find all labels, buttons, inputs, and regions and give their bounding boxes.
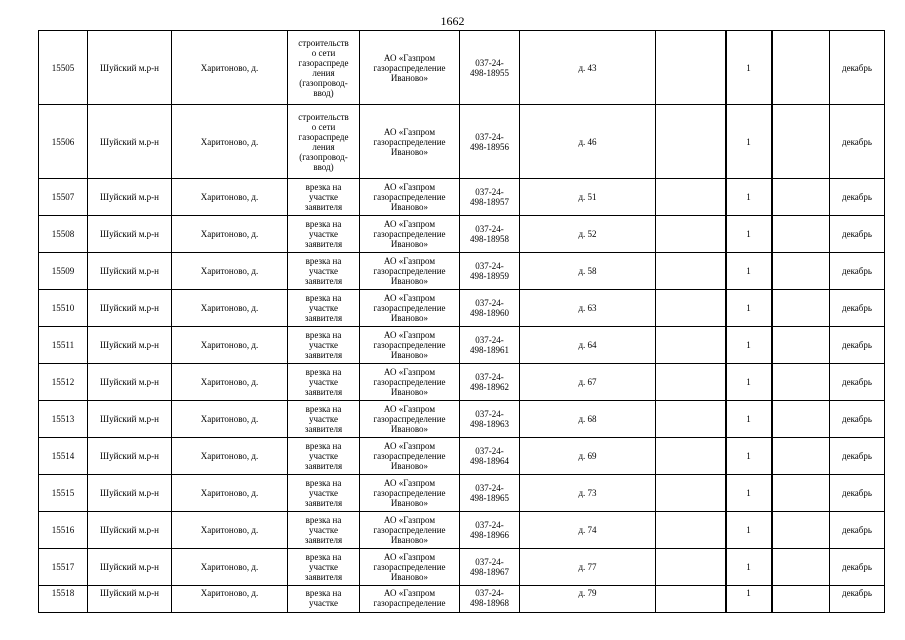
district-cell: Шуйский м.р-н [88, 216, 172, 253]
connection-method-cell [288, 512, 360, 549]
cell-line: 037-24- [475, 557, 504, 567]
locality-cell: Харитоново, д. [172, 31, 288, 105]
table-row [39, 512, 885, 549]
organization-cell [360, 364, 460, 401]
table-row [39, 216, 885, 253]
cell-line: Иваново» [390, 239, 429, 249]
district-cell: Шуйский м.р-н [88, 586, 172, 613]
organization-cell [360, 401, 460, 438]
cell-line: газораспределение [373, 303, 446, 313]
cell-line: 037-24- [475, 298, 504, 308]
cell-line: участке [308, 525, 339, 535]
cell-line: заявителя [304, 424, 343, 434]
connection-method-cell [288, 31, 360, 105]
table-row [39, 327, 885, 364]
application-code-cell [460, 327, 520, 364]
connection-method-cell [288, 364, 360, 401]
cell-line: Иваново» [390, 498, 429, 508]
cell-line: заявителя [304, 239, 343, 249]
connection-method-cell [288, 401, 360, 438]
month-cell: декабрь [830, 290, 885, 327]
district-cell: Шуйский м.р-н [88, 512, 172, 549]
row-number-cell: 15512 [39, 364, 88, 401]
cell-line: строительств [298, 37, 349, 48]
cell-line: 498-18964 [470, 456, 509, 466]
table-row [39, 475, 885, 512]
cell-line: участке [308, 266, 339, 276]
table-row [39, 586, 885, 613]
house-number-cell: д. 69 [520, 438, 656, 475]
cell-line: врезка на [305, 478, 342, 488]
cell-line: газораспределение [373, 377, 446, 387]
cell-line: АО «Газпром [383, 552, 436, 562]
district-cell: Шуйский м.р-н [88, 364, 172, 401]
cell-line: заявителя [304, 276, 343, 286]
table-row [39, 549, 885, 586]
locality-cell: Харитоново, д. [172, 364, 288, 401]
cell-line: АО «Газпром [383, 515, 436, 525]
locality-cell: Харитоново, д. [172, 401, 288, 438]
house-number-cell: д. 68 [520, 401, 656, 438]
quantity-cell: 1 [726, 290, 772, 327]
locality-cell: Харитоново, д. [172, 549, 288, 586]
cell-line: Иваново» [390, 424, 429, 434]
cell-line: участке [308, 303, 339, 313]
empty-cell [656, 586, 726, 613]
table-row [39, 290, 885, 327]
table-row [39, 438, 885, 475]
connection-method-cell [288, 327, 360, 364]
empty-cell [656, 475, 726, 512]
house-number-cell: д. 63 [520, 290, 656, 327]
quantity-cell: 1 [726, 31, 772, 105]
cell-line: газораспределение [373, 62, 446, 73]
empty-cell [656, 216, 726, 253]
cell-line: 498-18959 [470, 271, 509, 281]
cell-line: участке [308, 488, 339, 498]
cell-line: врезка на [305, 441, 342, 451]
cell-line: 037-24- [475, 187, 504, 197]
organization-cell [360, 179, 460, 216]
row-number-cell: 15511 [39, 327, 88, 364]
cell-line: врезка на [305, 552, 342, 562]
cell-line: Иваново» [390, 535, 429, 545]
empty-cell [656, 364, 726, 401]
empty-cell [656, 512, 726, 549]
cell-line: АО «Газпром [383, 256, 436, 266]
cell-line: АО «Газпром [383, 404, 436, 414]
cell-line: 498-18956 [470, 141, 509, 152]
cell-line: 037-24- [475, 588, 504, 598]
cell-line: Иваново» [390, 387, 429, 397]
cell-line: АО «Газпром [383, 182, 436, 192]
cell-line: участке [308, 451, 339, 461]
cell-line: врезка на [305, 256, 342, 266]
quantity-cell: 1 [726, 364, 772, 401]
empty-cell [772, 327, 830, 364]
cell-line: врезка на [305, 219, 342, 229]
cell-line: АО «Газпром [383, 52, 436, 63]
organization-cell [360, 549, 460, 586]
cell-line: заявителя [304, 350, 343, 360]
table-row [39, 253, 885, 290]
table-row [39, 364, 885, 401]
month-cell: декабрь [830, 549, 885, 586]
district-cell: Шуйский м.р-н [88, 475, 172, 512]
house-number-cell: д. 74 [520, 512, 656, 549]
quantity-cell: 1 [726, 512, 772, 549]
locality-cell: Харитоново, д. [172, 512, 288, 549]
empty-cell [772, 105, 830, 179]
cell-line: ввод) [313, 87, 334, 98]
quantity-cell: 1 [726, 586, 772, 613]
empty-cell [772, 290, 830, 327]
cell-line: врезка на [305, 293, 342, 303]
application-code-cell [460, 364, 520, 401]
cell-line: 037-24- [475, 57, 504, 68]
table-row [39, 105, 885, 179]
month-cell: декабрь [830, 475, 885, 512]
cell-line: газораспределение [373, 488, 446, 498]
cell-line: Иваново» [390, 350, 429, 360]
district-cell: Шуйский м.р-н [88, 401, 172, 438]
house-number-cell: д. 79 [520, 586, 656, 613]
connection-method-cell [288, 586, 360, 613]
cell-line: 498-18960 [470, 308, 509, 318]
district-cell: Шуйский м.р-н [88, 105, 172, 179]
application-code-cell [460, 105, 520, 179]
cell-line: АО «Газпром [383, 219, 436, 229]
quantity-cell: 1 [726, 253, 772, 290]
cell-line: врезка на [305, 330, 342, 340]
cell-line: 037-24- [475, 446, 504, 456]
locality-cell: Харитоново, д. [172, 327, 288, 364]
row-number-cell: 15506 [39, 105, 88, 179]
empty-cell [656, 105, 726, 179]
row-number-cell: 15517 [39, 549, 88, 586]
empty-cell [772, 31, 830, 105]
table-row [39, 31, 885, 105]
application-code-cell [460, 586, 520, 613]
empty-cell [772, 179, 830, 216]
organization-cell [360, 105, 460, 179]
locality-cell: Харитоново, д. [172, 290, 288, 327]
cell-line: о сети [311, 47, 336, 58]
organization-cell [360, 512, 460, 549]
cell-line: 498-18962 [470, 382, 509, 392]
cell-line: заявителя [304, 498, 343, 508]
cell-line: участке [308, 340, 339, 350]
connection-method-cell [288, 475, 360, 512]
row-number-cell: 15507 [39, 179, 88, 216]
empty-cell [772, 549, 830, 586]
month-cell: декабрь [830, 327, 885, 364]
month-cell: декабрь [830, 253, 885, 290]
month-cell: декабрь [830, 438, 885, 475]
cell-line: 037-24- [475, 335, 504, 345]
locality-cell: Харитоново, д. [172, 475, 288, 512]
quantity-cell: 1 [726, 401, 772, 438]
month-cell: декабрь [830, 364, 885, 401]
cell-line: 037-24- [475, 520, 504, 530]
connection-method-cell [288, 179, 360, 216]
cell-line: 498-18961 [470, 345, 509, 355]
organization-cell [360, 475, 460, 512]
month-cell: декабрь [830, 512, 885, 549]
cell-line: заявителя [304, 313, 343, 323]
empty-cell [772, 216, 830, 253]
quantity-cell: 1 [726, 438, 772, 475]
quantity-cell: 1 [726, 327, 772, 364]
quantity-cell: 1 [726, 549, 772, 586]
empty-cell [656, 179, 726, 216]
cell-line: заявителя [304, 202, 343, 212]
row-number-cell: 15508 [39, 216, 88, 253]
cell-line: (газопровод- [299, 151, 348, 162]
table-row [39, 179, 885, 216]
connection-method-cell [288, 105, 360, 179]
house-number-cell: д. 77 [520, 549, 656, 586]
empty-cell [772, 364, 830, 401]
house-number-cell: д. 52 [520, 216, 656, 253]
locality-cell: Харитоново, д. [172, 216, 288, 253]
cell-line: АО «Газпром [383, 367, 436, 377]
empty-cell [656, 549, 726, 586]
cell-line: врезка на [305, 182, 342, 192]
cell-line: ления [312, 67, 335, 78]
row-number-cell: 15514 [39, 438, 88, 475]
cell-line: АО «Газпром [383, 126, 436, 137]
connection-method-cell [288, 216, 360, 253]
empty-cell [772, 512, 830, 549]
cell-line: участке [308, 377, 339, 387]
empty-cell [772, 253, 830, 290]
quantity-cell: 1 [726, 105, 772, 179]
cell-line: участке [308, 414, 339, 424]
house-number-cell: д. 51 [520, 179, 656, 216]
quantity-cell: 1 [726, 179, 772, 216]
month-cell: декабрь [830, 105, 885, 179]
connection-method-cell [288, 549, 360, 586]
application-code-cell [460, 438, 520, 475]
locality-cell: Харитоново, д. [172, 438, 288, 475]
cell-line: газораспределение [373, 562, 446, 572]
page-number: 1662 [440, 14, 465, 28]
cell-line: 498-18966 [470, 530, 509, 540]
row-number-cell: 15516 [39, 512, 88, 549]
row-number-cell: 15513 [39, 401, 88, 438]
organization-cell [360, 31, 460, 105]
cell-line: заявителя [304, 387, 343, 397]
cell-line: строительств [298, 111, 349, 122]
cell-line: АО «Газпром [383, 478, 436, 488]
house-number-cell: д. 46 [520, 105, 656, 179]
cell-line: заявителя [304, 461, 343, 471]
organization-cell [360, 253, 460, 290]
cell-line: 498-18967 [470, 567, 509, 577]
cell-line: газораспределение [373, 136, 446, 147]
house-number-cell: д. 73 [520, 475, 656, 512]
month-cell: декабрь [830, 31, 885, 105]
application-code-cell [460, 253, 520, 290]
cell-line: заявителя [304, 572, 343, 582]
empty-cell [772, 401, 830, 438]
cell-line: 037-24- [475, 372, 504, 382]
application-code-cell [460, 216, 520, 253]
district-cell: Шуйский м.р-н [88, 179, 172, 216]
row-number-cell: 15505 [39, 31, 88, 105]
house-number-cell: д. 67 [520, 364, 656, 401]
cell-line: участке [308, 598, 339, 608]
quantity-cell: 1 [726, 216, 772, 253]
empty-cell [656, 31, 726, 105]
quantity-cell: 1 [726, 475, 772, 512]
application-code-cell [460, 475, 520, 512]
application-code-cell [460, 290, 520, 327]
empty-cell [656, 327, 726, 364]
district-cell: Шуйский м.р-н [88, 253, 172, 290]
connection-method-cell [288, 290, 360, 327]
cell-line: Иваново» [390, 461, 429, 471]
empty-cell [656, 290, 726, 327]
cell-line: газораспределение [373, 598, 446, 608]
cell-line: 498-18965 [470, 493, 509, 503]
cell-line: Иваново» [390, 276, 429, 286]
house-number-cell: д. 64 [520, 327, 656, 364]
cell-line: 498-18955 [470, 67, 509, 78]
district-cell: Шуйский м.р-н [88, 327, 172, 364]
empty-cell [772, 475, 830, 512]
cell-line: газораспределение [373, 192, 446, 202]
cell-line: врезка на [305, 367, 342, 377]
locality-cell: Харитоново, д. [172, 105, 288, 179]
district-cell: Шуйский м.р-н [88, 290, 172, 327]
locality-cell: Харитоново, д. [172, 253, 288, 290]
cell-line: Иваново» [390, 146, 429, 157]
district-cell: Шуйский м.р-н [88, 31, 172, 105]
cell-line: 498-18963 [470, 419, 509, 429]
cell-line: 037-24- [475, 261, 504, 271]
cell-line: Иваново» [390, 572, 429, 582]
cell-line: врезка на [305, 404, 342, 414]
row-number-cell: 15509 [39, 253, 88, 290]
cell-line: 037-24- [475, 483, 504, 493]
cell-line: АО «Газпром [383, 330, 436, 340]
application-code-cell [460, 31, 520, 105]
cell-line: газораспреде [298, 131, 349, 142]
cell-line: газораспределение [373, 525, 446, 535]
application-code-cell [460, 512, 520, 549]
empty-cell [772, 438, 830, 475]
organization-cell [360, 290, 460, 327]
cell-line: (газопровод- [299, 77, 348, 88]
cell-line: участке [308, 192, 339, 202]
cell-line: 498-18968 [470, 598, 509, 608]
month-cell: декабрь [830, 216, 885, 253]
cell-line: АО «Газпром [383, 441, 436, 451]
empty-cell [656, 438, 726, 475]
cell-line: о сети [311, 121, 336, 132]
empty-cell [656, 253, 726, 290]
cell-line: 498-18957 [470, 197, 509, 207]
connection-method-cell [288, 253, 360, 290]
locality-cell: Харитоново, д. [172, 179, 288, 216]
empty-cell [656, 401, 726, 438]
organization-cell [360, 586, 460, 613]
cell-line: врезка на [305, 588, 342, 598]
cell-line: Иваново» [390, 72, 429, 83]
cell-line: газораспределение [373, 229, 446, 239]
organization-cell [360, 438, 460, 475]
organization-cell [360, 327, 460, 364]
connection-method-cell [288, 438, 360, 475]
cell-line: газораспределение [373, 414, 446, 424]
row-number-cell: 15515 [39, 475, 88, 512]
cell-line: участке [308, 562, 339, 572]
cell-line: заявителя [304, 535, 343, 545]
month-cell: декабрь [830, 586, 885, 613]
cell-line: АО «Газпром [383, 293, 436, 303]
house-number-cell: д. 58 [520, 253, 656, 290]
month-cell: декабрь [830, 401, 885, 438]
application-code-cell [460, 549, 520, 586]
application-code-cell [460, 179, 520, 216]
register-table [38, 30, 885, 613]
cell-line: ввод) [313, 161, 334, 172]
district-cell: Шуйский м.р-н [88, 549, 172, 586]
cell-line: 498-18958 [470, 234, 509, 244]
cell-line: АО «Газпром [383, 588, 436, 598]
cell-line: ления [312, 141, 335, 152]
row-number-cell: 15518 [39, 586, 88, 613]
row-number-cell: 15510 [39, 290, 88, 327]
house-number-cell: д. 43 [520, 31, 656, 105]
district-cell: Шуйский м.р-н [88, 438, 172, 475]
cell-line: врезка на [305, 515, 342, 525]
organization-cell [360, 216, 460, 253]
application-code-cell [460, 401, 520, 438]
cell-line: 037-24- [475, 131, 504, 142]
cell-line: Иваново» [390, 202, 429, 212]
cell-line: участке [308, 229, 339, 239]
empty-cell [772, 586, 830, 613]
cell-line: газораспределение [373, 451, 446, 461]
cell-line: газораспределение [373, 266, 446, 276]
month-cell: декабрь [830, 179, 885, 216]
cell-line: 037-24- [475, 409, 504, 419]
cell-line: Иваново» [390, 313, 429, 323]
cell-line: газораспределение [373, 340, 446, 350]
cell-line: 037-24- [475, 224, 504, 234]
locality-cell: Харитоново, д. [172, 586, 288, 613]
cell-line: газораспреде [298, 57, 349, 68]
table-row [39, 401, 885, 438]
